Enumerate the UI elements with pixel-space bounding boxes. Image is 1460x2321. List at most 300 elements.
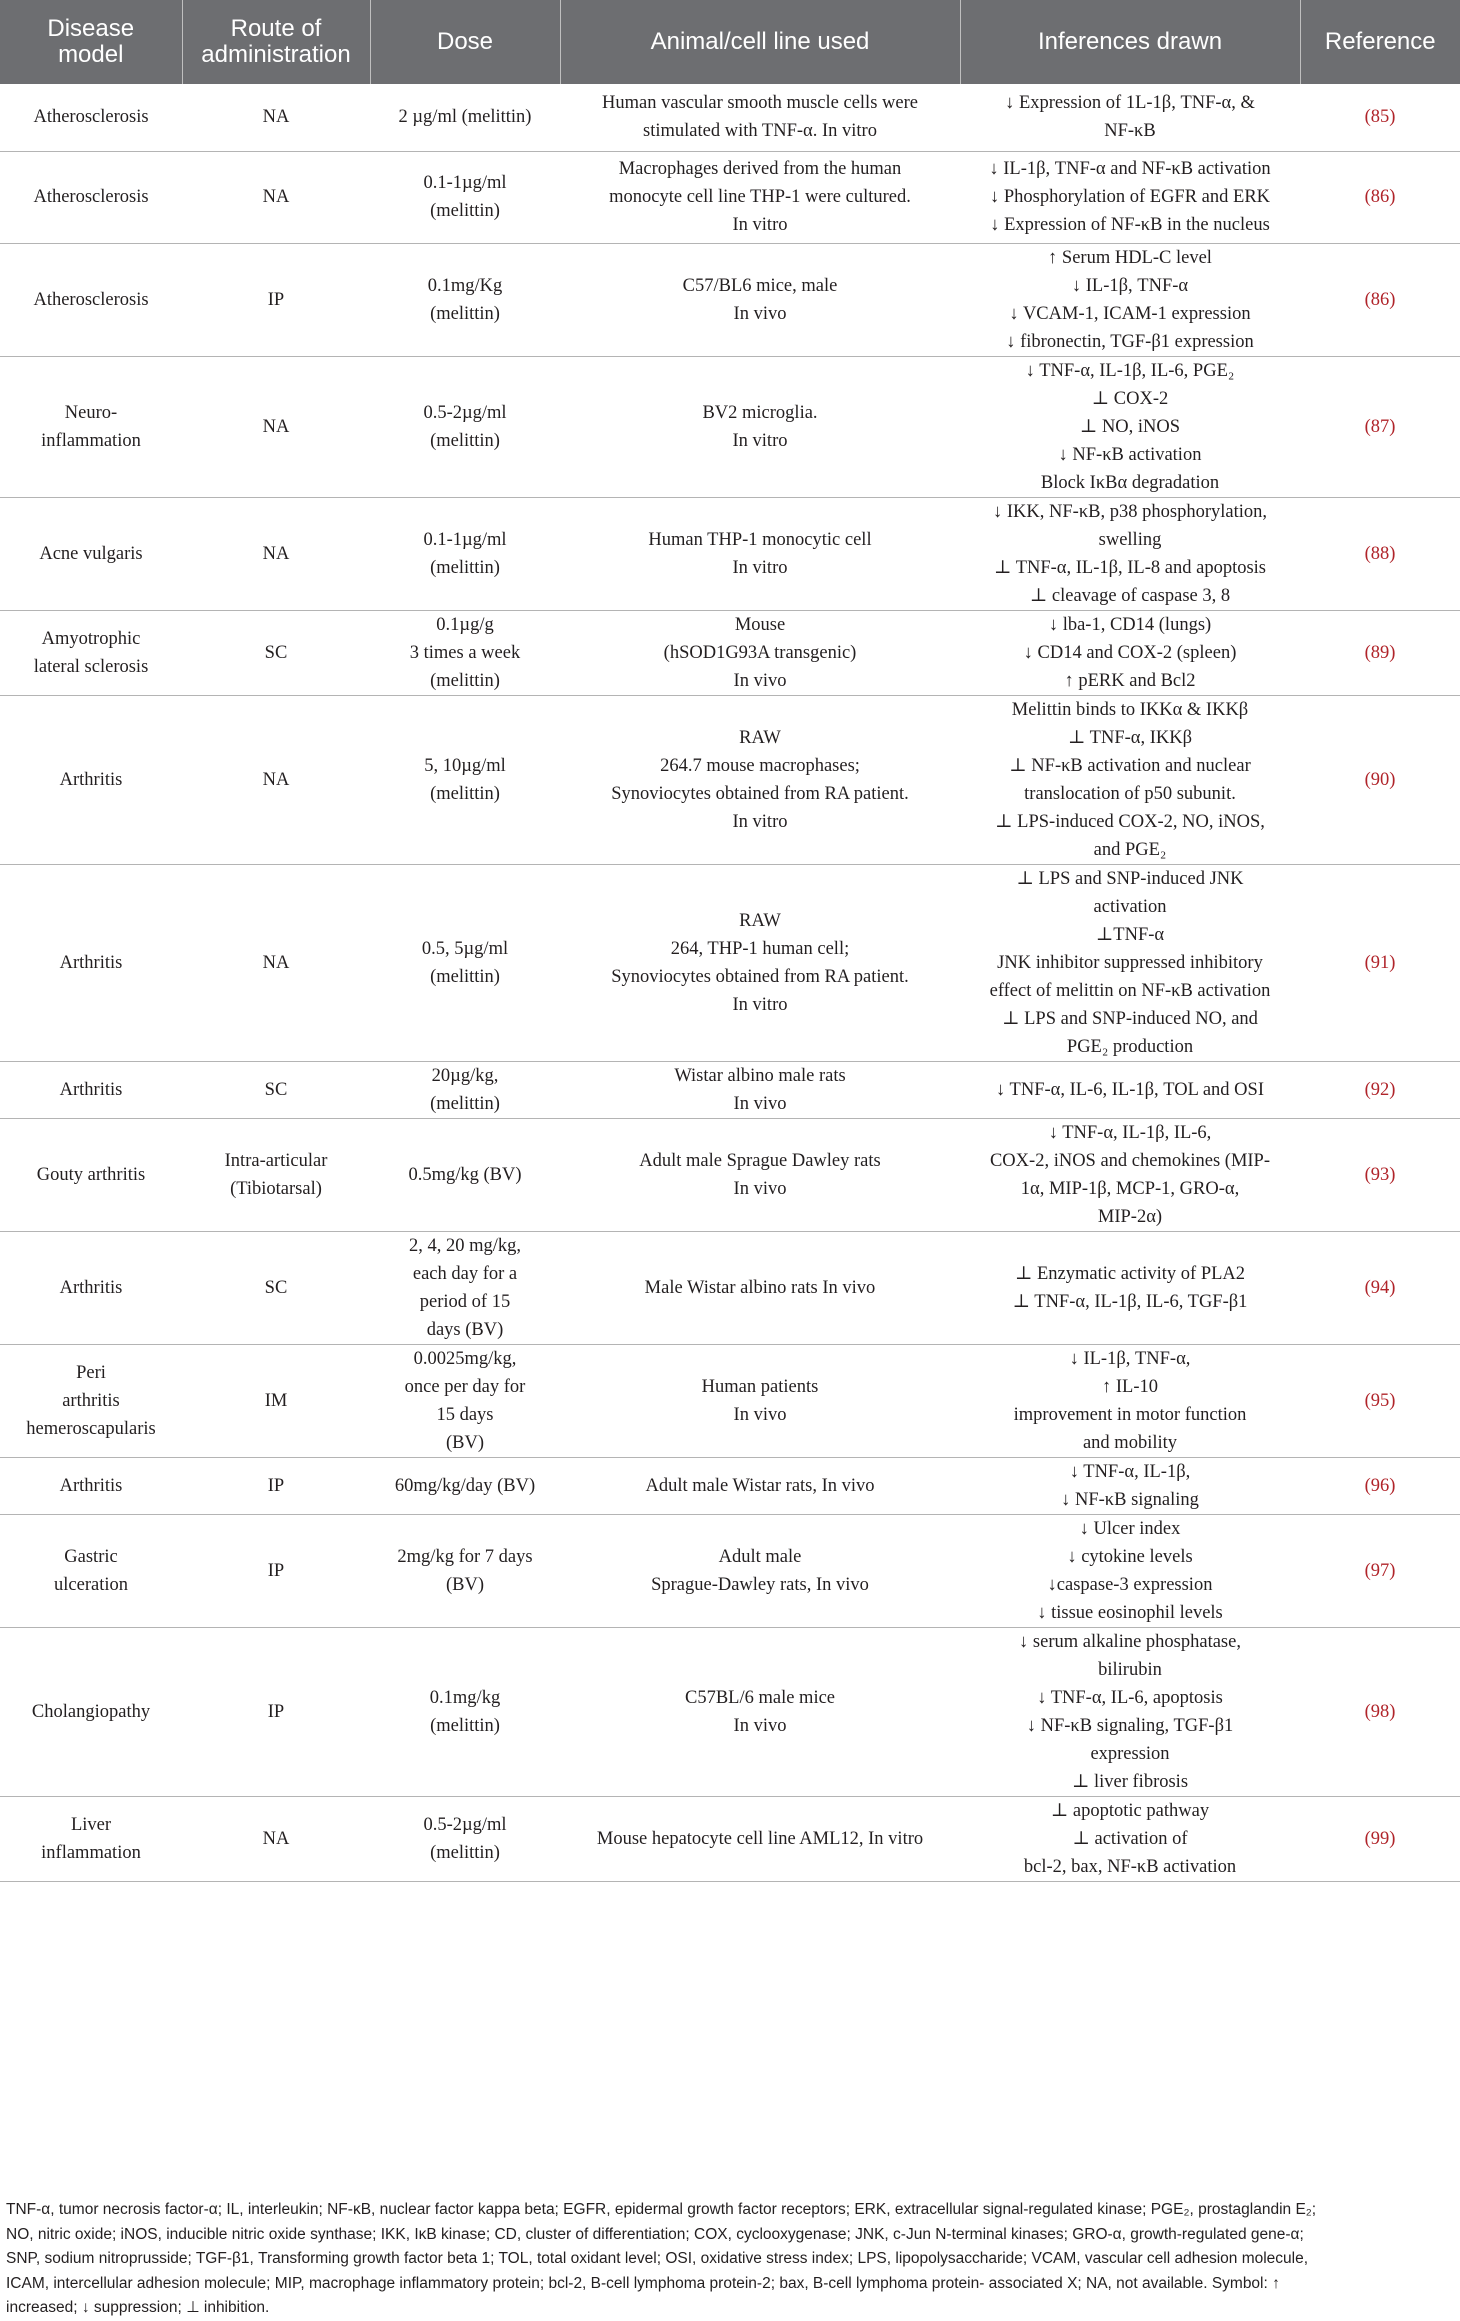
cell-text: ↓ lba-1, CD14 (lungs) (1048, 614, 1212, 635)
cell-text: ↓ CD14 and COX-2 (spleen) (1023, 642, 1237, 663)
cell-text: once per day for (404, 1376, 526, 1397)
route-cell (182, 1231, 370, 1344)
cell-text: 0.5mg/kg (BV) (408, 1164, 522, 1185)
animal-cell (560, 1627, 960, 1796)
reference-link[interactable]: (99) (1364, 1828, 1396, 1849)
reference-cell (1300, 864, 1460, 1061)
cell-text: Arthritis (59, 769, 123, 790)
disease-model-cell (0, 243, 182, 356)
cell-text: Mouse (734, 614, 786, 635)
cell-text: Adult male Sprague Dawley rats (639, 1150, 881, 1171)
header-text: administration (201, 41, 351, 68)
dose-cell (370, 243, 560, 356)
animal-cell (560, 1344, 960, 1457)
cell-text: ⊥ NO, iNOS (1079, 416, 1181, 437)
dose-cell (370, 1118, 560, 1231)
cell-text: In vivo (733, 670, 787, 691)
disease-model-cell (0, 1514, 182, 1627)
cell-text: Cholangiopathy (31, 1701, 151, 1722)
route-cell (182, 356, 370, 497)
reference-link[interactable]: (86) (1364, 187, 1396, 207)
cell-text: ↓ Phosphorylation of EGFR and ERK (989, 187, 1271, 207)
cell-text: ↓ Expression of NF-κB in the nucleus (990, 215, 1270, 235)
cell-text: (Tibiotarsal) (230, 1178, 322, 1199)
cell-text: ⊥ LPS and SNP-induced JNK (1016, 868, 1244, 889)
cell-text: expression (1090, 1743, 1170, 1764)
route-cell (182, 151, 370, 243)
reference-cell (1300, 1627, 1460, 1796)
cell-text: 264.7 mouse macrophases; (660, 755, 860, 776)
cell-text: stimulated with TNF-α. In vitro (643, 121, 877, 142)
reference-link[interactable]: (96) (1364, 1475, 1396, 1496)
animal-cell (560, 1457, 960, 1514)
header-text: Route of (230, 14, 322, 42)
table-row (0, 1061, 1460, 1118)
cell-text: Arthritis (59, 1277, 123, 1298)
cell-text: arthritis (62, 1390, 120, 1411)
inferences-cell (960, 1627, 1300, 1796)
cell-text: ⊥ COX-2 (1091, 388, 1169, 409)
table-footnote (6, 2198, 1456, 2321)
cell-text: Synoviocytes obtained from RA patient. (611, 783, 909, 804)
animal-cell (560, 497, 960, 610)
cell-text: RAW (739, 727, 781, 748)
cell-text: Sprague-Dawley rats, In vivo (651, 1574, 869, 1595)
footnote-line: increased; ↓ suppression; ⊥ inhibition. (6, 2299, 270, 2316)
animal-cell (560, 151, 960, 243)
header-route (182, 0, 370, 84)
reference-link[interactable]: (85) (1364, 107, 1396, 128)
route-cell (182, 1061, 370, 1118)
dose-cell (370, 497, 560, 610)
cell-text: ⊥ cleavage of caspase 3, 8 (1029, 585, 1231, 606)
cell-text: ⊥ TNF-α, IL-1β, IL-6, TGF-β1 (1012, 1291, 1248, 1312)
cell-text: JNK inhibitor suppressed inhibitory (997, 952, 1263, 973)
cell-text: 0.1mg/kg (429, 1687, 501, 1708)
inferences-cell (960, 1344, 1300, 1457)
cell-text: ↓ IL-1β, TNF-α and NF-κB activation (989, 159, 1271, 179)
inferences-cell (960, 1457, 1300, 1514)
cell-text: Neuro- (64, 402, 118, 423)
cell-text: ⊥ NF-κB activation and nuclear (1009, 755, 1251, 776)
cell-text: each day for a (412, 1263, 518, 1284)
cell-text: ↑ pERK and Bcl2 (1064, 670, 1196, 691)
route-cell (182, 84, 370, 151)
cell-text: NF-κB (1104, 121, 1156, 142)
reference-link[interactable]: (88) (1364, 543, 1396, 564)
cell-text: 264, THP-1 human cell; (670, 938, 850, 959)
inferences-cell (960, 243, 1300, 356)
table-row (0, 84, 1460, 151)
inferences-cell (960, 610, 1300, 695)
cell-text: NA (262, 1828, 290, 1849)
table-row (0, 864, 1460, 1061)
cell-text: (melittin) (430, 430, 500, 451)
cell-text: ↓ TNF-α, IL-1β, IL-6, PGE₂ (1025, 360, 1235, 381)
cell-text: lateral sclerosis (33, 656, 149, 677)
inferences-cell (960, 356, 1300, 497)
cell-text: (melittin) (430, 303, 500, 324)
cell-text: PGE₂ production (1066, 1036, 1194, 1057)
reference-cell (1300, 1457, 1460, 1514)
reference-link[interactable]: (94) (1364, 1277, 1396, 1298)
cell-text: ⊥ apoptotic pathway (1050, 1800, 1210, 1821)
cell-text: C57/BL6 mice, male (682, 275, 838, 296)
disease-model-cell (0, 695, 182, 864)
reference-link[interactable]: (95) (1364, 1390, 1396, 1411)
cell-text: ↓ NF-κB signaling (1061, 1489, 1199, 1510)
reference-cell (1300, 1514, 1460, 1627)
reference-cell (1300, 356, 1460, 497)
cell-text: ⊥ LPS and SNP-induced NO, and (1002, 1008, 1258, 1029)
cell-text: bcl-2, bax, NF-κB activation (1023, 1856, 1237, 1877)
cell-text: Acne vulgaris (39, 543, 143, 564)
cell-text: MIP-2α) (1097, 1206, 1163, 1227)
cell-text: ↓ TNF-α, IL-6, IL-1β, TOL and OSI (996, 1079, 1264, 1100)
cell-text: Wistar albino male rats (674, 1065, 846, 1086)
reference-cell (1300, 1118, 1460, 1231)
disease-model-cell (0, 1344, 182, 1457)
cell-text: In vitro (732, 557, 788, 578)
reference-cell (1300, 1061, 1460, 1118)
cell-text: 20µg/kg, (431, 1065, 499, 1086)
cell-text: IM (264, 1390, 288, 1411)
table-row (0, 1457, 1460, 1514)
inferences-cell (960, 84, 1300, 151)
reference-cell (1300, 497, 1460, 610)
cell-text: Macrophages derived from the human (618, 159, 902, 179)
cell-text: BV2 microglia. (702, 402, 818, 423)
cell-text: Human patients (701, 1376, 819, 1397)
reference-link[interactable]: (97) (1364, 1560, 1396, 1581)
cell-text: In vitro (732, 994, 788, 1015)
dose-cell (370, 1231, 560, 1344)
cell-text: (melittin) (430, 557, 500, 578)
reference-link[interactable]: (86) (1364, 289, 1396, 310)
cell-text: (melittin) (430, 1842, 500, 1863)
cell-text: 0.1-1µg/ml (423, 173, 507, 193)
header-text: Dose (436, 27, 494, 55)
cell-text: NA (262, 769, 290, 790)
cell-text: Peri (76, 1362, 106, 1383)
cell-text: 2mg/kg for 7 days (397, 1546, 533, 1567)
route-cell (182, 1344, 370, 1457)
cell-text: Arthritis (59, 952, 123, 973)
cell-text: Atherosclerosis (33, 107, 149, 128)
cell-text: Liver (70, 1814, 112, 1835)
cell-text: improvement in motor function (1013, 1404, 1247, 1425)
animal-cell (560, 84, 960, 151)
cell-text: Male Wistar albino rats In vivo (644, 1277, 876, 1298)
reference-cell (1300, 84, 1460, 151)
reference-cell (1300, 695, 1460, 864)
cell-text: 0.5-2µg/ml (423, 1814, 507, 1835)
reference-cell (1300, 1231, 1460, 1344)
inferences-cell (960, 1118, 1300, 1231)
cell-text: In vitro (732, 430, 788, 451)
disease-model-cell (0, 356, 182, 497)
cell-text: ⊥ activation of (1072, 1828, 1188, 1849)
header-inferences (960, 0, 1300, 84)
cell-text: 0.1-1µg/ml (423, 529, 507, 550)
dose-cell (370, 864, 560, 1061)
cell-text: ↓ cytokine levels (1067, 1546, 1193, 1567)
cell-text: 0.1mg/Kg (427, 275, 503, 296)
dose-cell (370, 1344, 560, 1457)
route-cell (182, 1627, 370, 1796)
cell-text: (melittin) (430, 1715, 500, 1736)
cell-text: In vivo (733, 1404, 787, 1425)
cell-text: Melittin binds to IKKα & IKKβ (1011, 699, 1249, 720)
route-cell (182, 1796, 370, 1881)
cell-text: 2 µg/ml (melittin) (398, 107, 532, 128)
cell-text: Mouse hepatocyte cell line AML12, In vitro (596, 1828, 924, 1849)
cell-text: ↑ Serum HDL-C level (1048, 247, 1212, 268)
table-row (0, 610, 1460, 695)
dose-cell (370, 1514, 560, 1627)
cell-text: In vitro (732, 215, 788, 235)
cell-text: activation (1093, 896, 1167, 917)
header-text: Inferences drawn (1037, 27, 1223, 55)
cell-text: 2, 4, 20 mg/kg, (408, 1235, 522, 1256)
header-animal-cell-line (560, 0, 960, 84)
cell-text: hemeroscapularis (26, 1418, 156, 1439)
cell-text: 0.1µg/g (436, 614, 494, 635)
header-row (0, 0, 1460, 84)
inferences-cell (960, 864, 1300, 1061)
cell-text: In vivo (733, 1093, 787, 1114)
footnote-line: TNF-α, tumor necrosis factor-α; IL, interleukin; NF-κB, nuclear factor kappa beta; EGFR, epidermal growth factor receptors; ERK, extracellular signal-regulated kinase; PGE₂, prostaglandin E₂; (6, 2201, 1317, 2218)
cell-text: effect of melittin on NF-κB activation (989, 980, 1271, 1001)
cell-text: NA (262, 952, 290, 973)
cell-text: bilirubin (1098, 1659, 1162, 1680)
table-row (0, 695, 1460, 864)
header-text: model (58, 41, 124, 68)
cell-text: ↓ IL-1β, TNF-α (1071, 275, 1189, 296)
cell-text: ↑ IL-10 (1102, 1376, 1158, 1397)
route-cell (182, 864, 370, 1061)
cell-text: ↓ IKK, NF-κB, p38 phosphorylation, (993, 501, 1267, 522)
cell-text: (BV) (445, 1574, 485, 1595)
cell-text: IP (267, 1475, 285, 1496)
table-row (0, 1514, 1460, 1627)
table-row (0, 356, 1460, 497)
cell-text: SC (264, 642, 288, 663)
cell-text: IP (267, 1701, 285, 1722)
cell-text: ⊥ TNF-α, IL-1β, IL-8 and apoptosis (994, 557, 1266, 578)
cell-text: Intra-articular (224, 1150, 328, 1171)
reference-link[interactable]: (90) (1364, 769, 1396, 790)
cell-text: Gastric (64, 1546, 118, 1567)
cell-text: ↓ VCAM-1, ICAM-1 expression (1009, 303, 1251, 324)
cell-text: NA (262, 543, 290, 564)
dose-cell (370, 1796, 560, 1881)
cell-text: SC (264, 1277, 288, 1298)
cell-text: ↓ serum alkaline phosphatase, (1019, 1631, 1241, 1652)
cell-text: 15 days (436, 1404, 494, 1425)
cell-text: (melittin) (430, 670, 500, 691)
animal-cell (560, 1231, 960, 1344)
reference-cell (1300, 243, 1460, 356)
cell-text: Adult male (718, 1546, 802, 1567)
disease-model-cell (0, 84, 182, 151)
cell-text: ⊥ TNF-α, IKKβ (1067, 727, 1193, 748)
cell-text: ↓ NF-κB signaling, TGF-β1 (1026, 1715, 1234, 1736)
disease-model-cell (0, 1118, 182, 1231)
cell-text: In vivo (733, 1178, 787, 1199)
route-cell (182, 497, 370, 610)
disease-model-cell (0, 1231, 182, 1344)
cell-text: C57BL/6 male mice (684, 1687, 836, 1708)
cell-text: Arthritis (59, 1475, 123, 1496)
animal-cell (560, 864, 960, 1061)
animal-cell (560, 1796, 960, 1881)
animal-cell (560, 610, 960, 695)
cell-text: ↓ IL-1β, TNF-α, (1069, 1348, 1191, 1369)
cell-text: Synoviocytes obtained from RA patient. (611, 966, 909, 987)
table-header (0, 0, 1460, 84)
cell-text: monocyte cell line THP-1 were cultured. (609, 187, 911, 207)
cell-text: (melittin) (430, 783, 500, 804)
header-reference (1300, 0, 1460, 84)
table-row (0, 1118, 1460, 1231)
cell-text: NA (262, 416, 290, 437)
inferences-cell (960, 1514, 1300, 1627)
header-text: Animal/cell line used (650, 27, 870, 55)
header-text: Disease (47, 14, 135, 42)
disease-model-cell (0, 1627, 182, 1796)
table-row (0, 151, 1460, 243)
header-disease-model (0, 0, 182, 84)
header-dose (370, 0, 560, 84)
inferences-cell (960, 1061, 1300, 1118)
reference-cell (1300, 1796, 1460, 1881)
cell-text: ⊥ Enzymatic activity of PLA2 (1014, 1263, 1246, 1284)
cell-text: Block IκBα degradation (1040, 472, 1220, 493)
reference-link[interactable]: (98) (1364, 1701, 1396, 1722)
reference-link[interactable]: (92) (1364, 1079, 1396, 1100)
inferences-cell (960, 151, 1300, 243)
route-cell (182, 243, 370, 356)
cell-text: ↓ NF-κB activation (1058, 444, 1202, 465)
dose-cell (370, 1627, 560, 1796)
footnote-line: SNP, sodium nitroprusside; TGF-β1, Transforming growth factor beta 1; TOL, total oxidant level; OSI, oxidative stress index; LPS, lipopolysaccharide; VCAM, vascular cell adhesion molecule, (6, 2250, 1309, 2267)
table-row (0, 1344, 1460, 1457)
cell-text: 0.5, 5µg/ml (421, 938, 509, 959)
cell-text: days (BV) (426, 1319, 504, 1340)
cell-text: ↓ TNF-α, IL-1β, (1069, 1461, 1191, 1482)
dose-cell (370, 695, 560, 864)
footnote-line: NO, nitric oxide; iNOS, inducible nitric oxide synthase; IKK, IκB kinase; CD, cluster of differentiation; COX, cyclooxygenase; JNK, c-Jun N-terminal kinases; GRO-α, growth-regulated gene-α; (6, 2225, 1304, 2243)
cell-text: ↓ Ulcer index (1079, 1518, 1181, 1539)
cell-text: swelling (1098, 529, 1162, 550)
table-row (0, 1627, 1460, 1796)
cell-text: ⊥ liver fibrosis (1071, 1771, 1189, 1792)
cell-text: (BV) (445, 1432, 485, 1453)
cell-text: ↓ fibronectin, TGF-β1 expression (1006, 331, 1254, 352)
cell-text: RAW (739, 910, 781, 931)
cell-text: 3 times a week (409, 642, 521, 663)
cell-text: ↓ TNF-α, IL-1β, IL-6, (1048, 1122, 1212, 1143)
cell-text: ↓ tissue eosinophil levels (1037, 1602, 1223, 1623)
cell-text: 1α, MIP-1β, MCP-1, GRO-α, (1020, 1178, 1240, 1199)
animal-cell (560, 1061, 960, 1118)
cell-text: Adult male Wistar rats, In vivo (645, 1475, 875, 1496)
cell-text: 0.0025mg/kg, (413, 1348, 517, 1369)
footnote-line: ICAM, intercellular adhesion molecule; MIP, macrophage inflammatory protein; bcl-2, B-cell lymphoma protein-2; bax, B-cell lymphoma protein- associated X; NA, not available. Symbol: ↑ (6, 2274, 1280, 2292)
cell-text: period of 15 (419, 1291, 511, 1312)
cell-text: (hSOD1G93A transgenic) (663, 642, 857, 663)
cell-text: ⊥ LPS-induced COX-2, NO, iNOS, (995, 811, 1265, 832)
cell-text: Atherosclerosis (33, 289, 149, 310)
reference-link[interactable]: (89) (1364, 642, 1396, 663)
reference-link[interactable]: (91) (1364, 952, 1396, 973)
cell-text: SC (264, 1079, 288, 1100)
cell-text: Amyotrophic (41, 628, 141, 649)
disease-model-cell (0, 610, 182, 695)
disease-model-cell (0, 1457, 182, 1514)
cell-text: ⊥TNF-α (1095, 924, 1165, 945)
dose-cell (370, 356, 560, 497)
disease-model-cell (0, 151, 182, 243)
cell-text: (melittin) (430, 1093, 500, 1114)
animal-cell (560, 356, 960, 497)
dose-cell (370, 610, 560, 695)
animal-cell (560, 1514, 960, 1627)
cell-text: and mobility (1082, 1432, 1178, 1453)
route-cell (182, 1514, 370, 1627)
cell-text: 60mg/kg/day (BV) (394, 1475, 536, 1496)
cell-text: inflammation (41, 430, 141, 451)
reference-link[interactable]: (93) (1364, 1164, 1396, 1185)
table-row (0, 1231, 1460, 1344)
cell-text: NA (262, 187, 290, 207)
cell-text: Arthritis (59, 1079, 123, 1100)
cell-text: translocation of p50 subunit. (1024, 783, 1236, 804)
cell-text: Gouty arthritis (36, 1164, 146, 1185)
disease-model-cell (0, 1796, 182, 1881)
cell-text: NA (262, 107, 290, 128)
cell-text: Human vascular smooth muscle cells were (602, 93, 918, 114)
inferences-cell (960, 1796, 1300, 1881)
dose-cell (370, 84, 560, 151)
cell-text: ↓ Expression of 1L-1β, TNF-α, & (1005, 93, 1255, 114)
reference-cell (1300, 1344, 1460, 1457)
cell-text: IP (267, 1560, 285, 1581)
route-cell (182, 610, 370, 695)
cell-text: IP (267, 289, 285, 310)
cell-text: (melittin) (430, 201, 500, 221)
route-cell (182, 1457, 370, 1514)
dose-cell (370, 1457, 560, 1514)
cell-text: and PGE₂ (1093, 839, 1167, 860)
reference-link[interactable]: (87) (1364, 416, 1396, 437)
inferences-cell (960, 497, 1300, 610)
reference-cell (1300, 151, 1460, 243)
animal-cell (560, 1118, 960, 1231)
inferences-cell (960, 1231, 1300, 1344)
cell-text: In vitro (732, 811, 788, 832)
cell-text: 5, 10µg/ml (424, 755, 506, 776)
inferences-cell (960, 695, 1300, 864)
cell-text: Atherosclerosis (33, 187, 149, 207)
table-body (0, 84, 1460, 1881)
cell-text: ↓caspase-3 expression (1047, 1574, 1213, 1595)
reference-cell (1300, 610, 1460, 695)
animal-cell (560, 695, 960, 864)
cell-text: In vivo (733, 303, 787, 324)
table-row (0, 497, 1460, 610)
